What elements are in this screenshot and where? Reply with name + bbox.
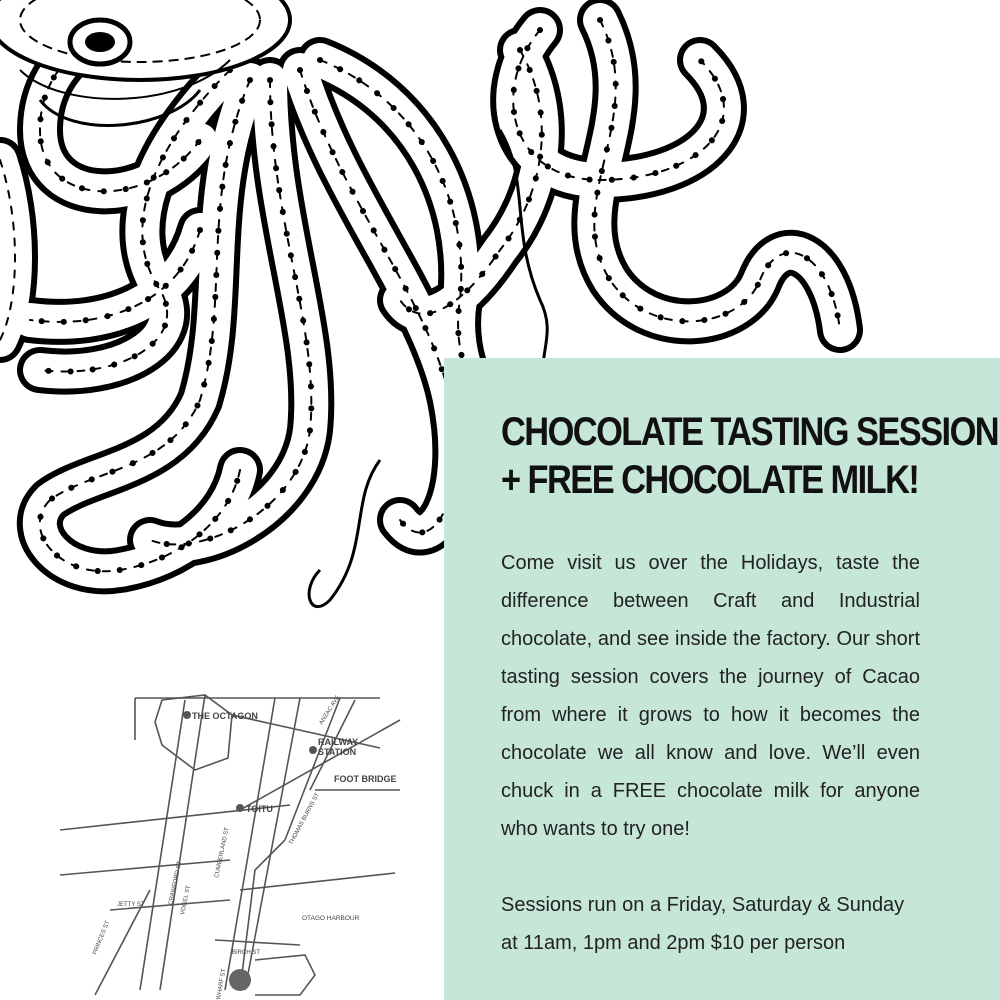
map-label-vogel-st: VOGEL ST <box>180 885 193 916</box>
map-label-foot-bridge: FOOT BRIDGE <box>334 774 397 784</box>
map-label-princes-st: PRINCES ST <box>92 920 112 956</box>
headline-line-2: + FREE CHOCOLATE MILK! <box>501 458 919 502</box>
map-label-crawford-st: CRAWFORD ST <box>168 860 184 906</box>
description-text: Come visit us over the Holidays, taste the difference between Craft and Industrial chocolate, and see inside the factory. Our short tasting session covers the journey of Cacao from where it grows to how it becomes the chocolate we all know and love. We’ll even chuck in a FREE chocolate milk for anyone who wants to try one! <box>501 552 920 840</box>
map-label-otago-harbour: OTAGO HARBOUR <box>302 915 360 922</box>
headline-line-1: CHOCOLATE TASTING SESSION <box>501 410 999 454</box>
map-label-station: STATION <box>318 747 357 757</box>
info-panel <box>444 358 1000 1000</box>
map-label-railway: RAILWAY <box>318 737 359 747</box>
map-labels <box>92 695 396 1000</box>
headline <box>501 408 999 504</box>
map-label-wharf-st: WHARF ST <box>216 968 228 1000</box>
map-label-birch-st: BIRCH ST <box>232 950 261 956</box>
map-label-thomas-burns-st: THOMAS BURNS ST <box>288 792 321 846</box>
location-pin-icon <box>229 969 251 991</box>
map-label-anzac-ave: ANZAC AVE <box>318 694 342 727</box>
map-label-cumberland-st: CUMBERLAND ST <box>214 826 231 879</box>
map-label-jetty-st: JETTY ST <box>117 902 145 908</box>
map-label-octagon: THE OCTAGON <box>192 711 258 721</box>
sessions-text: Sessions run on a Friday, Saturday & Sunday at 11am, 1pm and 2pm $10 per person <box>501 894 905 954</box>
map-label-toitu: TOITU <box>246 804 273 814</box>
